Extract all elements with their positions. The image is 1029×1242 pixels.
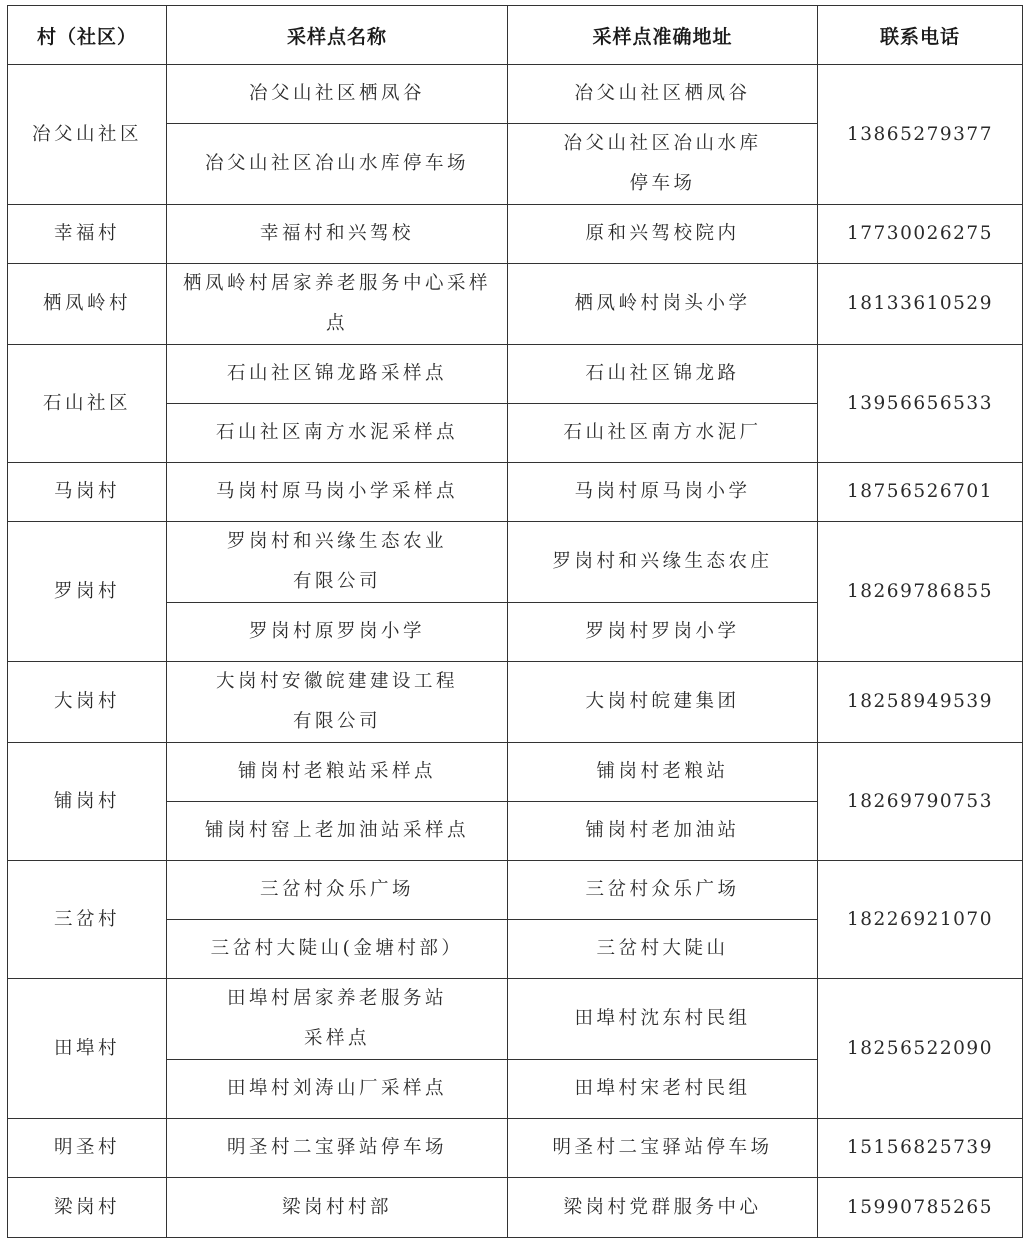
- site-name-cell: 罗岗村和兴缘生态农业有限公司: [167, 522, 508, 603]
- table-row: [8, 522, 1023, 603]
- address-cell: 罗岗村和兴缘生态农庄: [508, 522, 818, 603]
- address-cell: 铺岗村老加油站: [508, 802, 818, 861]
- phone-cell: 17730026275: [818, 205, 1023, 264]
- site-name-cell: 三岔村众乐广场: [167, 861, 508, 920]
- site-name-cell: 冶父山社区冶山水库停车场: [167, 124, 508, 205]
- phone-cell: 18269790753: [818, 743, 1023, 861]
- village-cell: 大岗村: [8, 662, 167, 743]
- phone-cell: 18269786855: [818, 522, 1023, 662]
- site-name-cell: 幸福村和兴驾校: [167, 205, 508, 264]
- village-cell: 梁岗村: [8, 1178, 167, 1238]
- address-cell: 冶父山社区栖凤谷: [508, 65, 818, 124]
- address-cell: 三岔村大陡山: [508, 920, 818, 979]
- phone-cell: 18226921070: [818, 861, 1023, 979]
- header-site-name: 采样点名称: [167, 6, 508, 65]
- sampling-sites-table: [7, 5, 1023, 1238]
- table-row: [8, 743, 1023, 802]
- site-name-cell: 铺岗村老粮站采样点: [167, 743, 508, 802]
- address-cell: 石山社区锦龙路: [508, 345, 818, 404]
- site-name-cell: 梁岗村村部: [167, 1178, 508, 1238]
- site-name-cell: 三岔村大陡山(金塘村部）: [167, 920, 508, 979]
- village-cell: 幸福村: [8, 205, 167, 264]
- site-name-cell: 栖凤岭村居家养老服务中心采样点: [167, 264, 508, 345]
- address-cell: 梁岗村党群服务中心: [508, 1178, 818, 1238]
- village-cell: 罗岗村: [8, 522, 167, 662]
- phone-cell: 13956656533: [818, 345, 1023, 463]
- site-name-cell: 田埠村居家养老服务站采样点: [167, 979, 508, 1060]
- address-cell: 铺岗村老粮站: [508, 743, 818, 802]
- phone-cell: 15990785265: [818, 1178, 1023, 1238]
- site-name-cell: 罗岗村原罗岗小学: [167, 603, 508, 662]
- table-row: [8, 264, 1023, 345]
- header-village: 村（社区）: [8, 6, 167, 65]
- site-name-cell: 石山社区锦龙路采样点: [167, 345, 508, 404]
- site-name-cell: 马岗村原马岗小学采样点: [167, 463, 508, 522]
- village-cell: 三岔村: [8, 861, 167, 979]
- table-row: [8, 662, 1023, 743]
- header-row: [8, 6, 1023, 65]
- village-cell: 明圣村: [8, 1119, 167, 1178]
- site-name-cell: 石山社区南方水泥采样点: [167, 404, 508, 463]
- table-row: [8, 979, 1023, 1060]
- address-cell: 罗岗村罗岗小学: [508, 603, 818, 662]
- address-cell: 田埠村沈东村民组: [508, 979, 818, 1060]
- table-row: [8, 65, 1023, 124]
- phone-cell: 18256522090: [818, 979, 1023, 1119]
- site-name-cell: 明圣村二宝驿站停车场: [167, 1119, 508, 1178]
- address-cell: 马岗村原马岗小学: [508, 463, 818, 522]
- table-row: [8, 205, 1023, 264]
- table-row: [8, 1178, 1023, 1238]
- table-row: [8, 463, 1023, 522]
- site-name-cell: 大岗村安徽皖建建设工程有限公司: [167, 662, 508, 743]
- address-cell: 大岗村皖建集团: [508, 662, 818, 743]
- phone-cell: 18258949539: [818, 662, 1023, 743]
- header-address: 采样点准确地址: [508, 6, 818, 65]
- table-row: [8, 345, 1023, 404]
- village-cell: 石山社区: [8, 345, 167, 463]
- header-phone: 联系电话: [818, 6, 1023, 65]
- site-name-cell: 冶父山社区栖凤谷: [167, 65, 508, 124]
- village-cell: 田埠村: [8, 979, 167, 1119]
- village-cell: 马岗村: [8, 463, 167, 522]
- phone-cell: 18133610529: [818, 264, 1023, 345]
- phone-cell: 15156825739: [818, 1119, 1023, 1178]
- address-cell: 田埠村宋老村民组: [508, 1060, 818, 1119]
- table-row: [8, 1119, 1023, 1178]
- address-cell: 栖凤岭村岗头小学: [508, 264, 818, 345]
- village-cell: 栖凤岭村: [8, 264, 167, 345]
- site-name-cell: 田埠村刘涛山厂采样点: [167, 1060, 508, 1119]
- site-name-cell: 铺岗村窑上老加油站采样点: [167, 802, 508, 861]
- address-cell: 明圣村二宝驿站停车场: [508, 1119, 818, 1178]
- address-cell: 冶父山社区冶山水库停车场: [508, 124, 818, 205]
- village-cell: 冶父山社区: [8, 65, 167, 205]
- phone-cell: 18756526701: [818, 463, 1023, 522]
- address-cell: 石山社区南方水泥厂: [508, 404, 818, 463]
- phone-cell: 13865279377: [818, 65, 1023, 205]
- table-row: [8, 861, 1023, 920]
- address-cell: 三岔村众乐广场: [508, 861, 818, 920]
- village-cell: 铺岗村: [8, 743, 167, 861]
- address-cell: 原和兴驾校院内: [508, 205, 818, 264]
